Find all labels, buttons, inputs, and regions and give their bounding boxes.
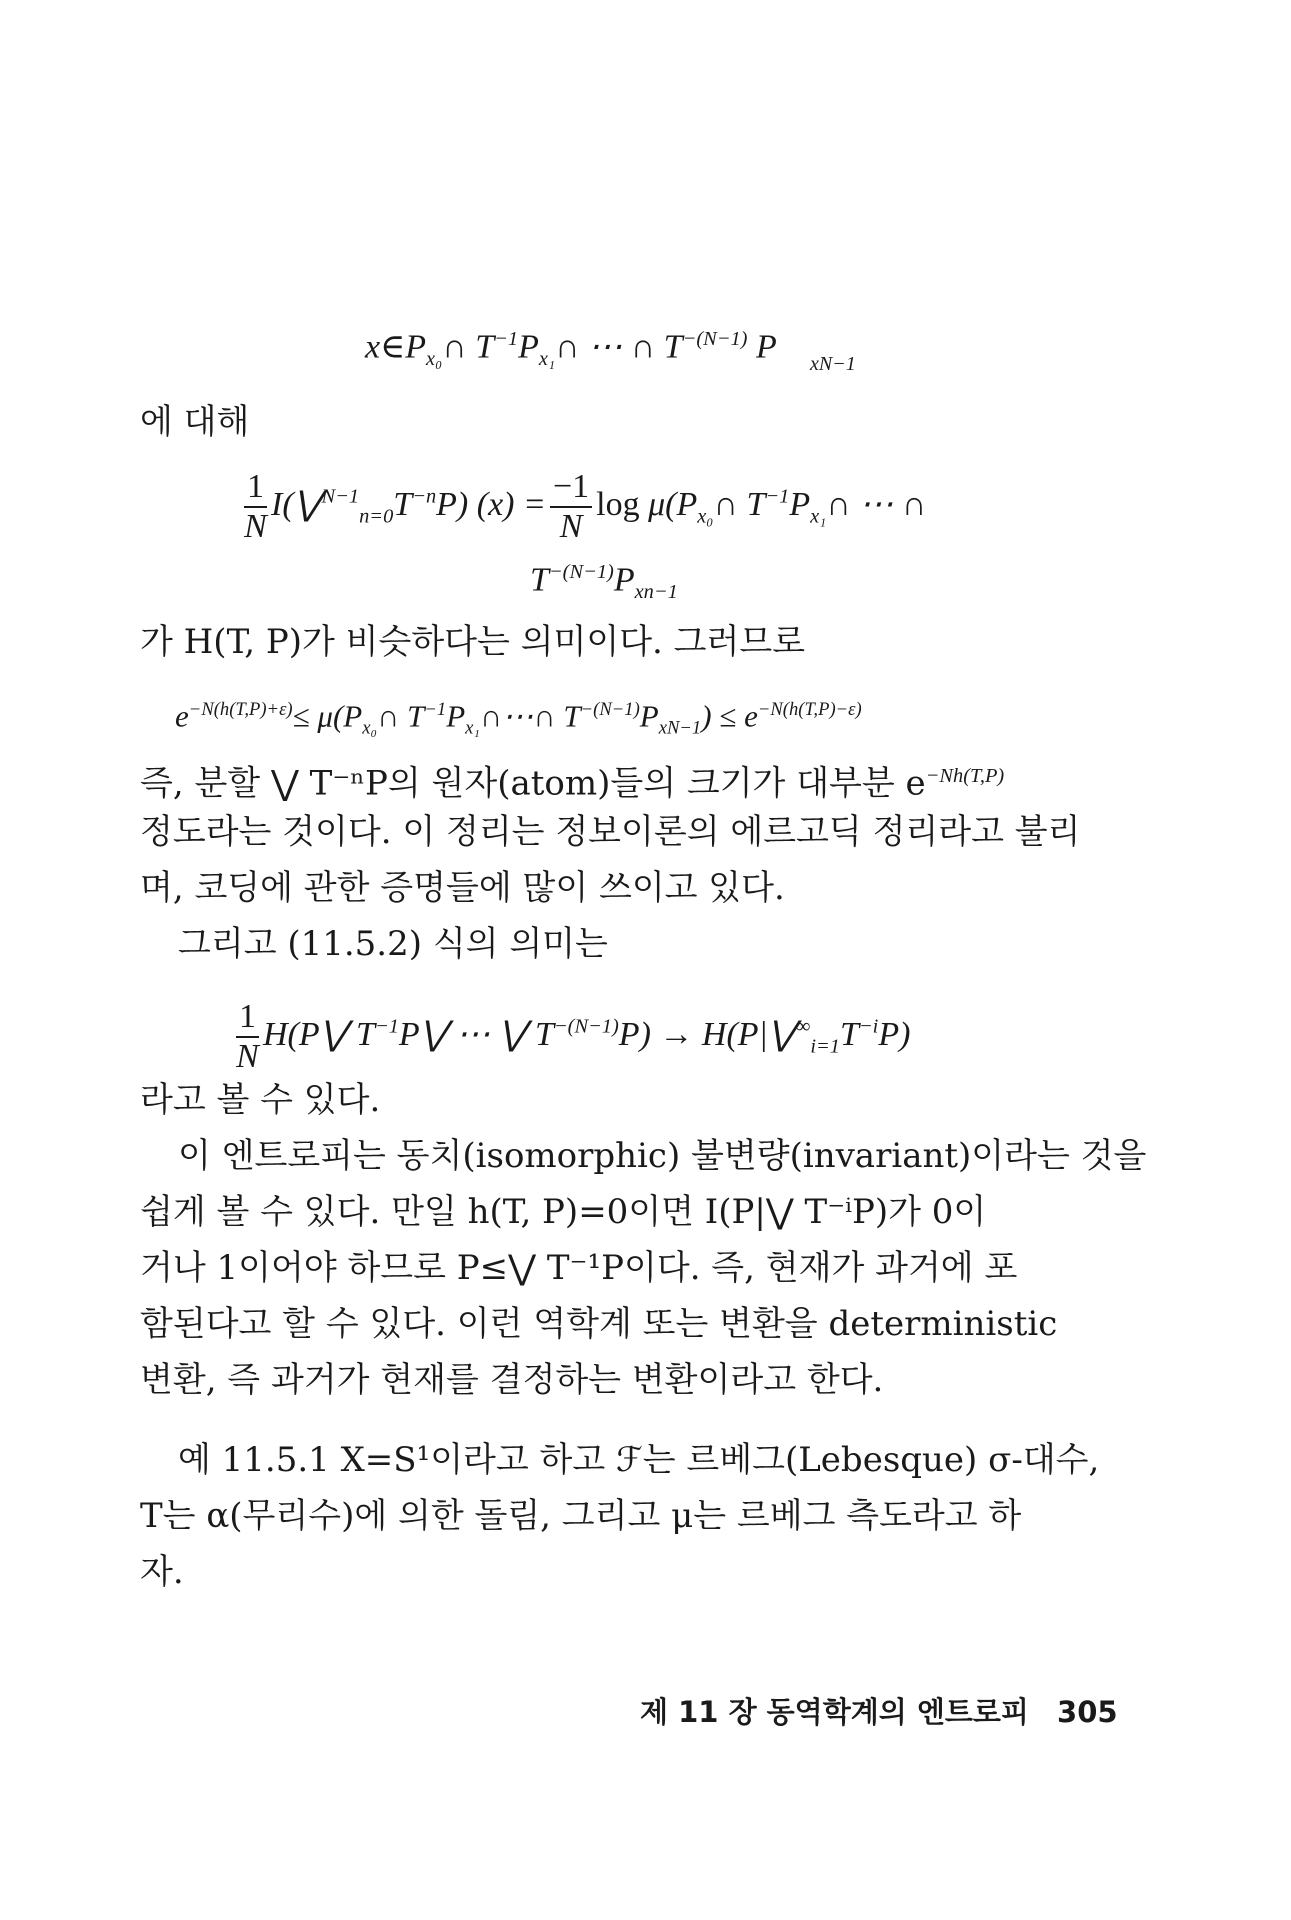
example-line: 자. (140, 1552, 184, 1592)
text-line: 가 H(T, P)가 비슷하다는 의미이다. 그러므로 (140, 622, 806, 662)
equation-information-function-cont: $T^{-(N-1)}P_{xn-1}$ (530, 561, 678, 604)
text-line: 에 대해 (140, 402, 250, 442)
equation-information-function: $\frac{1}{N}$ $I(⋁^{N-1}_{n=0}T^{-n}P) (x)$ = $\frac{-1}{N}$ $\log \mu(P_{x_0}\cap$ $T^{-1}P_{x_1}\cap$ ⋯ ∩ (244, 468, 927, 545)
paragraph-line: 며, 코딩에 관한 증명들에 많이 쓰이고 있다. (140, 868, 785, 908)
paragraph-line: 변환, 즉 과거가 현재를 결정하는 변환이라고 한다. (140, 1360, 884, 1400)
paragraph-line: 그리고 (11.5.2) 식의 의미는 (178, 924, 608, 964)
paragraph-line: 즉, 분할 ⋁ T⁻ⁿP의 원자(atom)들의 크기가 대부분 $e^{-Nh(T,P)}$ (140, 763, 1005, 804)
paragraph-line: 정도라는 것이다. 이 정리는 정보이론의 에르고딕 정리라고 불리 (140, 812, 1081, 852)
paragraph-line: 쉽게 볼 수 있다. 만일 h(T, P)=0이면 I(P|⋁ T⁻ⁱP)가 0이 (140, 1192, 987, 1232)
paragraph-line: 이 엔트로피는 동치(isomorphic) 불변량(invariant)이라는 것을 (178, 1136, 1147, 1176)
paragraph-line: 함된다고 할 수 있다. 이런 역학계 또는 변환을 deterministic (140, 1304, 1058, 1344)
equation-conditional-entropy: $\frac{1}{N}$ H(P⋁ $T^{-1}P⋁$ ⋯ ⋁ $T^{-(N-1)}P$) → $H(P|⋁^\infty_{i=1}T^{-i}P)$ (236, 998, 911, 1075)
text-line: 라고 볼 수 있다. (140, 1080, 381, 1120)
equation-partition-membership: $x\in P_{x_0}\cap$ $T^{-1}P_{x_1}\cap$ ⋯ ∩ $T^{-(N-1)}$ P (365, 328, 777, 371)
example-line: 예 11.5.1 X=S¹이라고 하고 ℱ는 르베그(Lebesque) σ-대수, (178, 1440, 1100, 1480)
page-number: 305 (1057, 1695, 1118, 1729)
running-footer (640, 1690, 1118, 1731)
example-line: T는 α(무리수)에 의한 돌림, 그리고 μ는 르베그 측도라고 하 (140, 1496, 1022, 1536)
equation-entropy-bounds: $e^{-N(h(T,P)+\varepsilon)}\le$ $\mu(P_{x_0}\cap$ $T^{-1}P_{x_1}\cap\cdots\cap$ $T^{-(N-1)}P_{xN-1}) \le e^{-N(h(T,P)-\varepsilon)}$ (175, 698, 862, 739)
equation-subscript: xN−1 (810, 353, 856, 375)
paragraph-line: 거나 1이어야 하므로 P≤⋁ T⁻¹P이다. 즉, 현재가 과거에 포 (140, 1248, 1018, 1288)
chapter-title: 제 11 장 동역학계의 엔트로피 (640, 1695, 1029, 1729)
